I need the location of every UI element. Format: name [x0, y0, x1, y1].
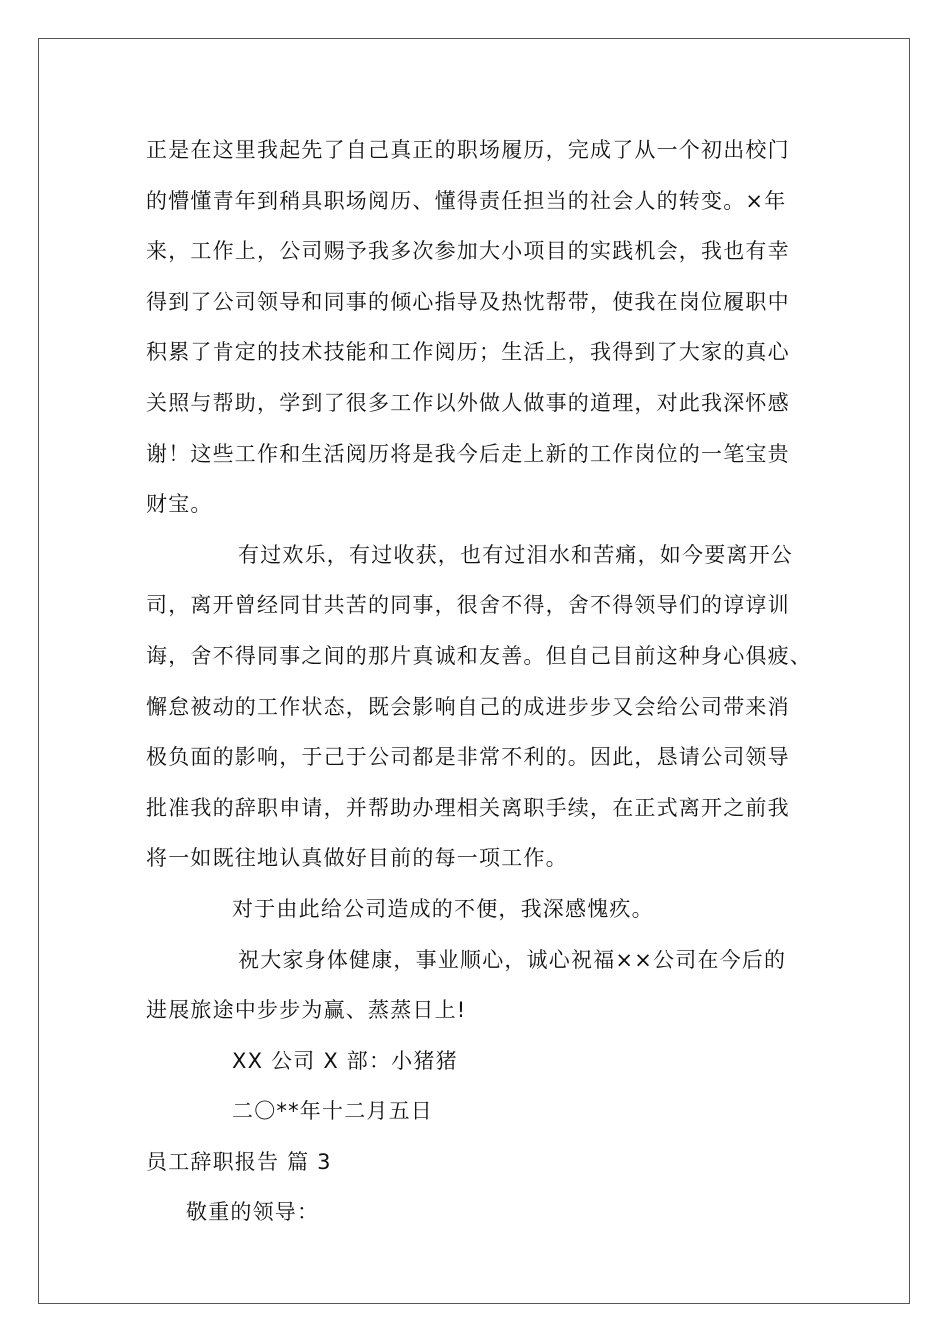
text-line: 懈怠被动的工作状态，既会影响自己的成进步步又会给公司带来消: [146, 694, 790, 719]
text-line: 祝大家身体健康，事业顺心，诚心祝福××公司在今后的: [238, 947, 787, 972]
date: 二〇**年十二月五日: [232, 1099, 433, 1124]
paragraph-reason: [146, 530, 826, 884]
text-line: 的懵懂青年到稍具职场阅历、懂得责任担当的社会人的转变。×年: [146, 188, 787, 213]
text-line: 关照与帮助，学到了很多工作以外做人做事的道理，对此我深怀感: [146, 390, 790, 415]
text-line: 得到了公司领导和同事的倾心指导及热忱帮带，使我在岗位履职中: [146, 289, 790, 314]
text-line: 有过欢乐，有过收获，也有过泪水和苦痛，如今要离开公: [238, 542, 793, 567]
text-line: 司，离开曾经同甘共苦的同事，很舍不得，舍不得领导们的谆谆训: [146, 593, 790, 618]
paragraph-apology: [146, 884, 826, 935]
paragraph-gratitude: [146, 125, 826, 530]
text-line: 诲，舍不得同事之间的那片真诚和友善。但自己目前这种身心俱疲、: [146, 643, 812, 668]
text-line: 对于由此给公司造成的不便，我深感愧疚。: [232, 896, 654, 921]
salutation: 敬重的领导：: [186, 1200, 320, 1225]
text-line: 积累了肯定的技术技能和工作阅历；生活上，我得到了大家的真心: [146, 340, 790, 365]
text-line: 批准我的辞职申请，并帮助办理相关离职手续，在正式离开之前我: [146, 795, 790, 820]
text-line: 财宝。: [146, 492, 213, 517]
text-line: 正是在这里我起先了自己真正的职场履历，完成了从一个初出校门: [146, 138, 790, 162]
text-line: 将一如既往地认真做好目前的每一项工作。: [146, 846, 568, 871]
paragraph-wishes: [146, 935, 826, 1036]
section-heading: 员工辞职报告 篇 3: [146, 1149, 332, 1174]
text-line: 来，工作上，公司赐予我多次参加大小项目的实践机会，我也有幸: [146, 239, 790, 264]
text-line: 谢！这些工作和生活阅历将是我今后走上新的工作岗位的一笔宝贵: [146, 441, 790, 466]
document-body: [146, 125, 826, 1238]
text-line: 进展旅途中步步为赢、蒸蒸日上!: [146, 998, 467, 1023]
signature: XX 公司 X 部：小猪猪: [232, 1048, 458, 1073]
text-line: 极负面的影响，于己于公司都是非常不利的。因此，恳请公司领导: [146, 745, 790, 770]
